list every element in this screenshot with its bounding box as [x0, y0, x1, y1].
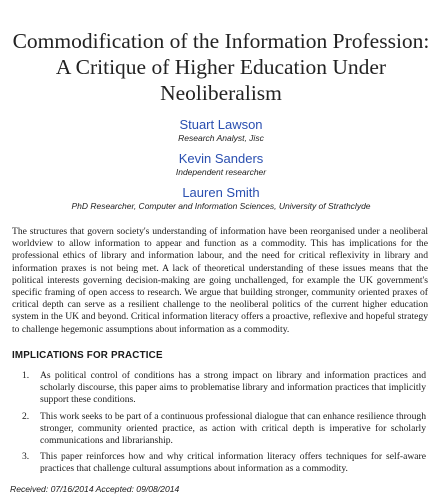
- item-text: This paper reinforces how and why critical information literacy offers techniques for self-aware practices that challenge cultural assumptions about information as a commodity.: [40, 451, 426, 475]
- item-text: This work seeks to be part of a continuous professional dialogue that can enhance resilience through stronger, community oriented practice, as action with critical depth is imperative for scholarly communications and librarianship.: [40, 410, 426, 447]
- author-name: Lauren Smith: [182, 185, 260, 200]
- author-block: [0, 117, 442, 144]
- item-text: As political control of conditions has a strong impact on library and information practices and scholarly discourse, this paper aims to problematise library and information practices that implicitly support these conditions.: [40, 370, 426, 406]
- title-line: Commodification of the Information Profession:: [12, 29, 430, 54]
- author-name: Kevin Sanders: [178, 151, 264, 166]
- implication-item: [22, 451, 426, 475]
- item-number: 3.: [22, 451, 30, 463]
- author-list: [0, 117, 442, 219]
- title-line: A Critique of Higher Education Under: [55, 55, 387, 80]
- author-block: [0, 151, 442, 178]
- paper-title: [8, 28, 434, 106]
- implications-list: [22, 370, 426, 480]
- implication-item: [22, 411, 426, 448]
- author-affiliation: Independent researcher: [175, 167, 267, 177]
- item-number: 1.: [22, 370, 30, 381]
- author-affiliation: Research Analyst, Jisc: [178, 133, 264, 143]
- title-line: Neoliberalism: [160, 81, 282, 106]
- received-accepted-dates: Received: 07/16/2014 Accepted: 09/08/2014: [10, 484, 180, 494]
- abstract: The structures that govern society's understanding of information have been reorganised under a neoliberal worldview to allow information to appear and function as a commodity. This has implications for the professional ethics of library and information labour, and the need for critical reflexivity in library and information praxes is not being met. A lack of theoretical understanding of these issues means that the political interests governing decision-making are going unchallenged, for example the UK government's specific framing of open access to research. We argue that building stronger, community oriented praxes of critical depth can serve as a resilient challenge to the neoliberal politics of the current higher education system in the UK and beyond. Critical information literacy offers a proactive, reflexive and hopeful strategy to challenge hegemonic assumptions about information as a commodity.: [12, 226, 428, 335]
- author-name: Stuart Lawson: [179, 117, 263, 132]
- item-number: 2.: [22, 410, 30, 422]
- implications-heading: IMPLICATIONS FOR PRACTICE: [12, 350, 163, 361]
- author-affiliation: PhD Researcher, Computer and Information Sciences, University of Strathclyde: [71, 201, 371, 211]
- author-block: [0, 185, 442, 212]
- implication-item: [22, 370, 426, 407]
